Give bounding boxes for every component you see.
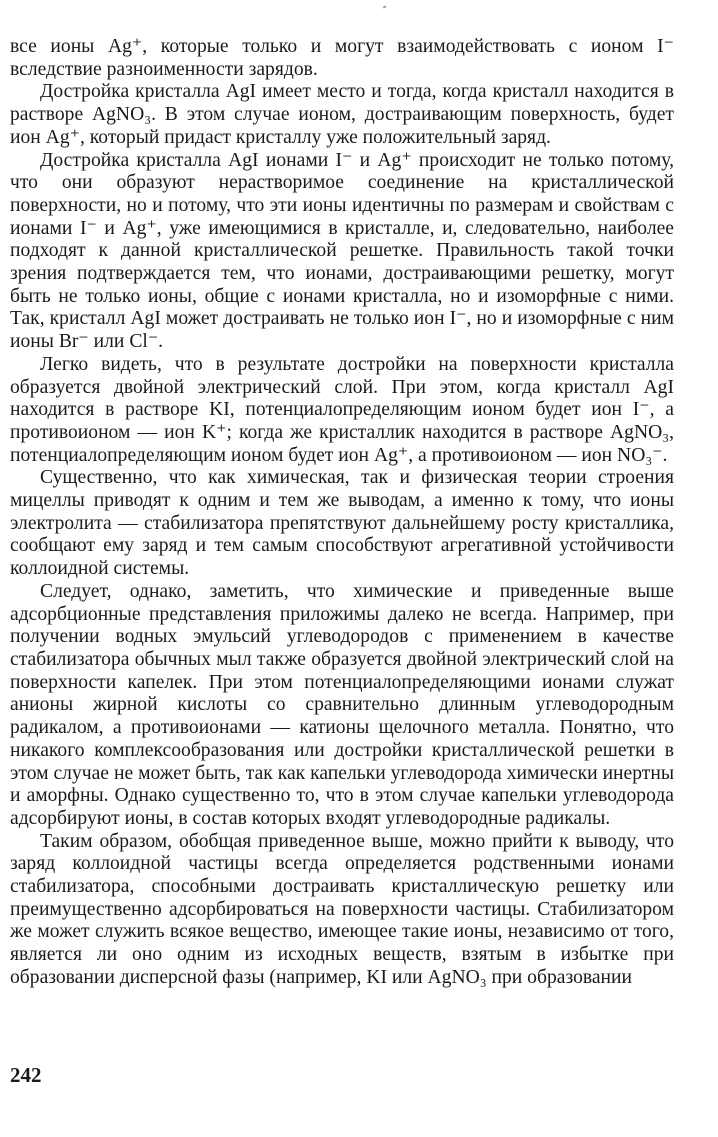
scan-speck — [383, 5, 387, 8]
paragraph-5: Существенно, что как химическая, так и физическая теории строения мицеллы приводят к одним и тем же выводам, а именно к тому, что ионы электролита — стабилизатора препятствуют дальнейшему росту кристаллика, сообщают ему заряд и тем самым способствуют агрегативной устойчивости коллоидной системы. — [10, 467, 674, 580]
page-body — [10, 36, 674, 990]
paragraph-2: Достройка кристалла AgI имеет место и тогда, когда кристалл находится в растворе AgNO₃. В этом случае ионом, достраивающим поверхность, будет ион Ag⁺, который придаст кристаллу уже положительный заряд. — [10, 81, 674, 148]
paragraph-6: Следует, однако, заметить, что химические и приведенные выше адсорбционные представления приложимы далеко не всегда. Например, при получении водных эмульсий углеводородов с применением в качестве стабилизатора обычных мыл также образуется двойной электрический слой на поверхности капелек. При этом потенциалопределяющими ионами служат анионы жирной кислоты со сравнительно длинным углеводородным радикалом, а противоионами — катионы щелочного металла. Понятно, что никакого комплексообразования или достройки кристаллической решетки в этом случае не может быть, так как капельки углеводорода химически инертны и аморфны. Однако существенно то, что в этом случае капельки углеводорода адсорбируют ионы, в состав которых входят углеводородные радикалы. — [10, 580, 674, 829]
paragraph-4: Легко видеть, что в результате достройки на поверхности кристалла образуется двойной электрический слой. При этом, когда кристалл AgI находится в растворе KI, потенциалопределяющим ионом будет ион I⁻, а противоионом — ион K⁺; когда же кристаллик находится в растворе AgNO₃, потенциалопределяющим ионом будет ион Ag⁺, а противоионом — ион NO₃⁻. — [10, 353, 674, 466]
paragraph-1: все ионы Ag⁺, которые только и могут взаимодействовать с ионом I⁻ вследствие разноименности зарядов. — [10, 36, 674, 80]
paragraph-3: Достройка кристалла AgI ионами I⁻ и Ag⁺ происходит не только потому, что они образуют нерастворимое соединение на кристаллической поверхности, но и потому, что эти ионы идентичны по размерам и свойствам с ионами I⁻ и Ag⁺, уже имеющимися в кристалле, и, следовательно, наиболее подходят к данной кристаллической решетке. Правильность такой точки зрения подтверждается тем, что ионами, достраивающими решетку, могут быть не только ионы, общие с ионами кристалла, но и изоморфные с ними. Так, кристалл AgI может достраивать не только ион I⁻, но и изоморфные с ним ионы Br⁻ или Cl⁻. — [10, 149, 674, 353]
paragraph-7: Таким образом, обобщая приведенное выше, можно прийти к выводу, что заряд коллоидной частицы всегда определяется родственными ионами стабилизатора, способными достраивать кристаллическую решетку или преимущественно адсорбироваться на поверхности частицы. Стабилизатором же может служить всякое вещество, имеющее такие ионы, независимо от того, является ли оно одним из исходных веществ, взятым в избытке при образовании дисперсной фазы (например, KI или AgNO₃ при образовании — [10, 830, 674, 988]
page-number: 242 — [10, 1063, 42, 1087]
